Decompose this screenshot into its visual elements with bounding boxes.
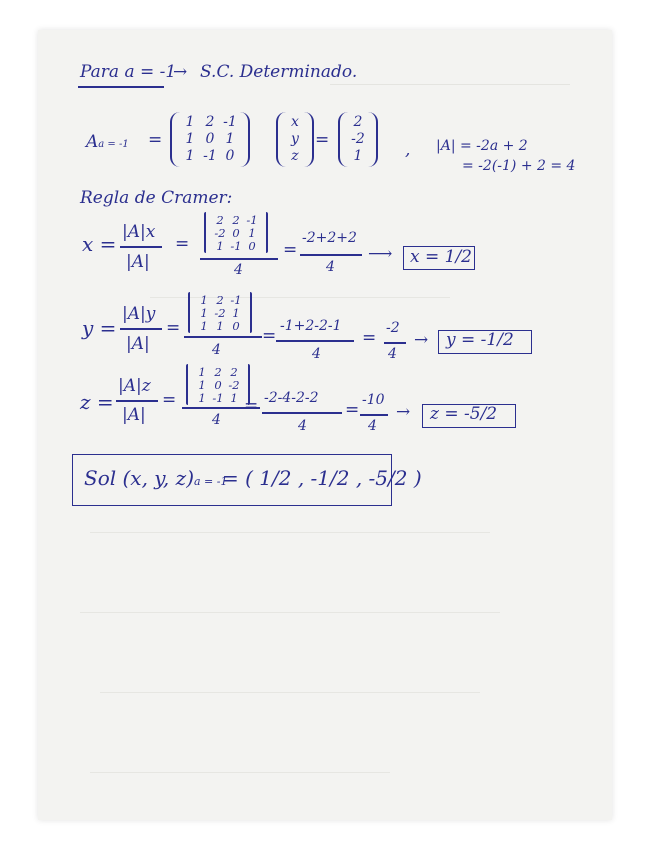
z-fraction-numerator: |A|z [118,376,151,396]
matrix-cell: 2 [205,114,215,130]
arrow-icon: → [414,330,429,350]
equals-sign: = [315,130,330,150]
determinant-cell: -1 [230,239,242,253]
z-calculation-bar [262,412,342,414]
classification-label: S.C. Determinado. [200,62,358,82]
y-numerator-determinant [188,292,252,333]
x-numerator-determinant [204,212,268,253]
arrow-icon: → [173,62,188,82]
arrow-icon: ⟶ [368,244,393,264]
determinant-cell: -2 [214,306,226,320]
determinant-cell: 0 [232,226,240,240]
determinant-cell: 1 [198,365,206,379]
x-calculation-bar [300,254,362,256]
vector-cell: -2 [351,131,365,147]
z-simplified-denominator: 4 [368,418,377,434]
y-simplified-bar [384,342,406,344]
x-fraction-bar [120,246,162,248]
determinant-cell: 1 [216,319,224,333]
z-simplified-bar [360,414,388,416]
y-calculation-numerator: -1+2-2-1 [280,318,342,334]
z-variable-label: z = [80,390,114,414]
equals-sign: = [345,400,360,420]
z-result: z = -5/2 [430,404,498,424]
matrix-cell: 0 [225,148,235,164]
z-calculation-denominator: 4 [298,418,307,434]
solution-subscript: a = -1 [194,475,228,488]
determinant-cell: -1 [212,391,224,405]
bleed-through-mark [100,680,480,693]
matrix-cell: 0 [205,131,215,147]
determinant-cell: 1 [232,306,240,320]
coefficient-matrix [170,112,250,167]
equals-sign: = [362,328,377,348]
matrix-cell: 1 [185,131,195,147]
vector-cell: x [291,114,299,130]
determinant-cell: 0 [214,378,222,392]
x-calculation-numerator: -2+2+2 [302,230,357,246]
determinant-cell: 2 [216,293,224,307]
y-calculation-denominator: 4 [312,346,321,362]
determinant-cell: -2 [228,378,240,392]
y-determinant-denominator: 4 [212,342,221,358]
equals-sign: = [175,234,190,254]
cramer-title: Regla de Cramer: [80,188,233,208]
solution-text: Sol (x, y, z) [84,466,194,490]
y-determinant-bar [184,336,262,338]
determinant-cell: -2 [214,226,226,240]
x-fraction-denominator: |A| [126,252,150,272]
equals-sign: = [283,240,298,260]
solution-label [84,466,227,490]
variables-vector [276,112,314,167]
determinant-cell: 2 [216,213,224,227]
equals-sign: = [244,396,259,416]
z-numerator-determinant [186,364,250,405]
x-determinant-denominator: 4 [234,262,243,278]
vector-cell: 2 [353,114,363,130]
matrix-label [86,132,129,152]
determinant-cell: 1 [200,306,208,320]
matrix-subscript: a = -1 [98,139,129,150]
determinant-cell: -1 [230,293,242,307]
determinant-cell: 1 [198,391,206,405]
y-result: y = -1/2 [446,330,514,350]
determinant-cell: 1 [198,378,206,392]
x-result: x = 1/2 [410,247,472,267]
determinant-formula: |A| = -2a + 2 [436,138,528,154]
matrix-cell: 1 [185,148,195,164]
z-calculation-numerator: -2-4-2-2 [264,390,319,406]
determinant-cell: 2 [214,365,222,379]
separator-comma: , [405,140,411,160]
matrix-name: A [86,132,99,152]
x-fraction-numerator: |A|x [122,222,156,242]
z-fraction-bar [116,400,158,402]
z-fraction-denominator: |A| [122,405,146,425]
z-simplified-numerator: -10 [362,392,385,408]
determinant-evaluation: = -2(-1) + 2 = 4 [462,158,576,174]
y-fraction-denominator: |A| [126,334,150,354]
case-label: Para a = -1 [80,62,177,82]
x-calculation-denominator: 4 [326,259,335,275]
vector-cell: y [291,131,299,147]
x-determinant-bar [200,258,278,260]
equals-sign: = [262,326,277,346]
determinant-cell: 0 [232,319,240,333]
equals-sign: = [162,390,177,410]
vector-cell: 1 [353,148,363,164]
y-calculation-bar [276,340,354,342]
determinant-cell: 2 [230,365,238,379]
bleed-through-mark [90,760,390,773]
y-simplified-denominator: 4 [388,346,397,362]
equals-sign: = [148,130,163,150]
matrix-cell: -1 [203,148,217,164]
determinant-cell: 1 [216,239,224,253]
determinant-cell: 1 [248,226,256,240]
x-variable-label: x = [82,232,117,256]
y-simplified-numerator: -2 [386,320,400,336]
determinant-cell: 1 [200,293,208,307]
y-variable-label: y = [82,316,117,340]
matrix-cell: 1 [185,114,195,130]
bleed-through-mark [330,72,570,85]
bleed-through-mark [80,600,500,613]
matrix-cell: -1 [223,114,237,130]
bleed-through-mark [90,520,490,533]
determinant-cell: -1 [246,213,258,227]
vector-cell: z [291,148,299,164]
solution-value: = ( 1/2 , -1/2 , -5/2 ) [222,466,422,490]
determinant-cell: 1 [230,391,238,405]
arrow-icon: → [396,402,411,422]
matrix-cell: 1 [225,131,235,147]
equals-sign: = [166,318,181,338]
y-fraction-bar [120,328,162,330]
y-fraction-numerator: |A|y [122,304,156,324]
z-determinant-denominator: 4 [212,412,221,428]
determinant-cell: 2 [232,213,240,227]
constants-vector [338,112,378,167]
determinant-cell: 1 [200,319,208,333]
determinant-cell: 0 [248,239,256,253]
case-underline [78,86,164,88]
